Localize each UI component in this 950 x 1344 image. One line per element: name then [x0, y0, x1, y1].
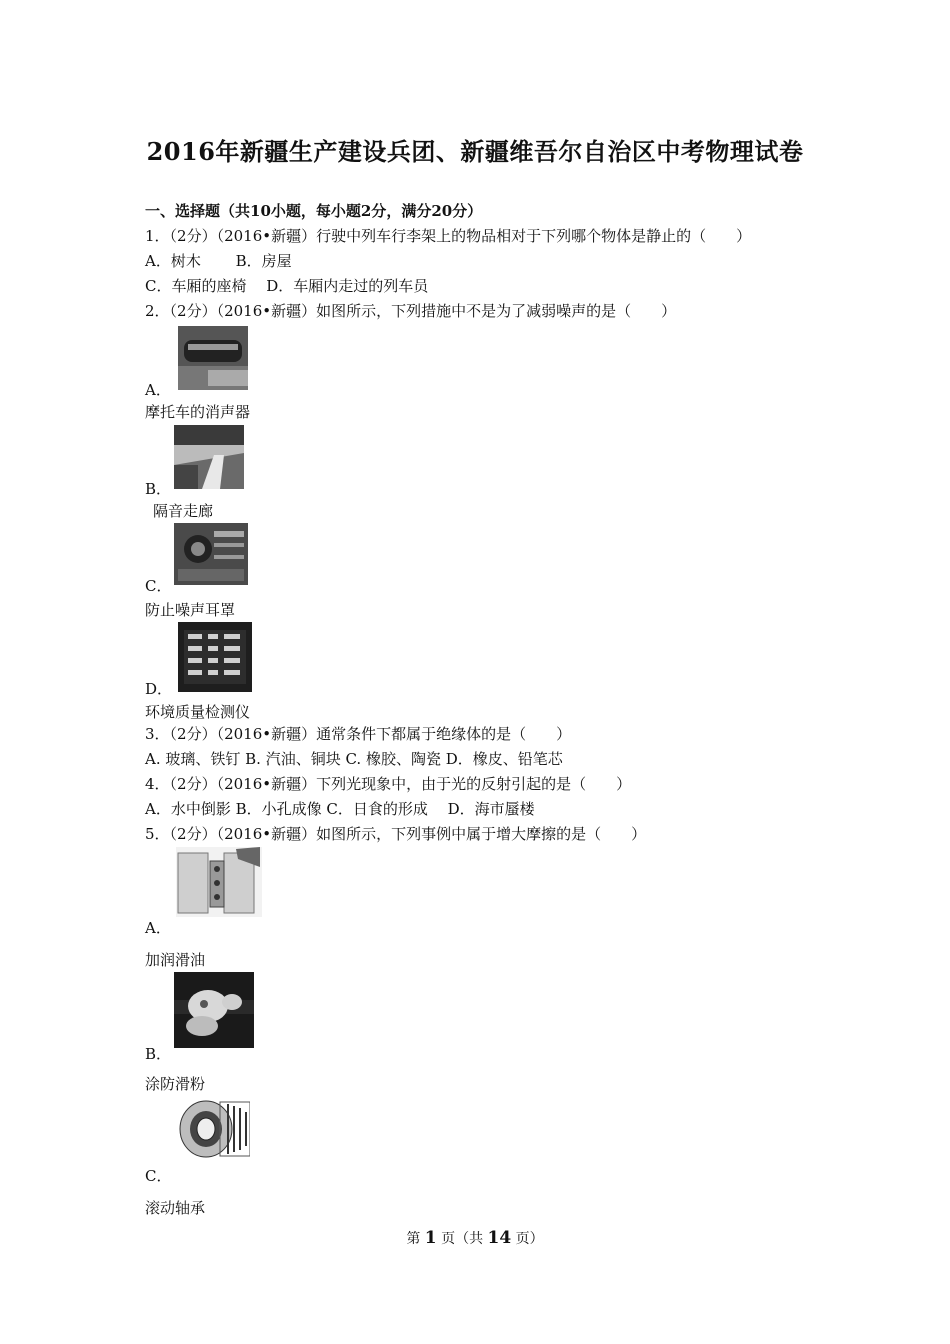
environment-monitor-image	[178, 622, 252, 692]
page-title: 2016年新疆生产建设兵团、新疆维吾尔自治区中考物理试卷	[146, 137, 804, 166]
q5-option-b-label: B．	[145, 1045, 172, 1063]
q5-option-c-caption: 滚动轴承	[145, 1199, 206, 1217]
footer-suffix: 页）	[515, 1231, 544, 1247]
section-heading: 一、选择题（共10小题，每小题2分，满分20分）	[145, 202, 483, 220]
roller-bearing-image	[176, 1098, 250, 1160]
q2-option-c-label: C．	[145, 577, 172, 595]
q5-option-a-label: A．	[145, 919, 171, 937]
q2-stem: 2．（2分）（2016•新疆）如图所示，下列措施中不是为了减弱噪声的是（ ）	[145, 302, 677, 320]
q4-stem: 4．（2分）（2016•新疆）下列光现象中，由于光的反射引起的是（ ）	[145, 775, 632, 793]
footer-total-pages: 14	[487, 1228, 512, 1248]
q3-options: A. 玻璃、铁钉 B. 汽油、铜块 C. 橡胶、陶瓷 D．橡皮、铅笔芯	[145, 750, 563, 768]
anti-slip-powder-image	[174, 972, 254, 1048]
oil-lubrication-image	[176, 847, 262, 917]
q5-option-c-label: C．	[145, 1167, 172, 1185]
q5-option-b-caption: 涂防滑粉	[145, 1075, 206, 1093]
footer-page-number: 1	[424, 1228, 437, 1248]
q1-options-cd: C．车厢的座椅 D．车厢内走过的列车员	[145, 277, 429, 295]
q2-option-a-caption: 摩托车的消声器	[145, 403, 251, 421]
q2-option-d-label: D．	[145, 680, 173, 698]
q1-options-ab: A．树木 B．房屋	[145, 252, 292, 270]
noise-earmuff-image	[174, 523, 248, 585]
footer-middle: 页（共	[441, 1231, 484, 1247]
q3-stem: 3．（2分）（2016•新疆）通常条件下都属于绝缘体的是（ ）	[145, 725, 572, 743]
q2-option-b-caption: 隔音走廊	[153, 502, 214, 520]
q2-option-b-label: B．	[145, 480, 172, 498]
q5-stem: 5．（2分）（2016•新疆）如图所示，下列事例中属于增大摩擦的是（ ）	[145, 825, 647, 843]
q2-option-a-label: A．	[145, 381, 171, 399]
footer-prefix: 第	[406, 1231, 421, 1247]
q5-option-a-caption: 加润滑油	[145, 951, 206, 969]
q2-option-d-caption: 环境质量检测仪	[145, 703, 251, 721]
q1-stem: 1．（2分）（2016•新疆）行驶中列车行李架上的物品相对于下列哪个物体是静止的（ ）	[145, 227, 752, 245]
q4-options: A．水中倒影 B．小孔成像 C．日食的形成 D．海市蜃楼	[145, 800, 535, 818]
soundproof-corridor-image	[174, 425, 244, 489]
motorcycle-muffler-image	[178, 326, 248, 390]
page-footer	[0, 1228, 950, 1248]
q2-option-c-caption: 防止噪声耳罩	[145, 601, 236, 619]
